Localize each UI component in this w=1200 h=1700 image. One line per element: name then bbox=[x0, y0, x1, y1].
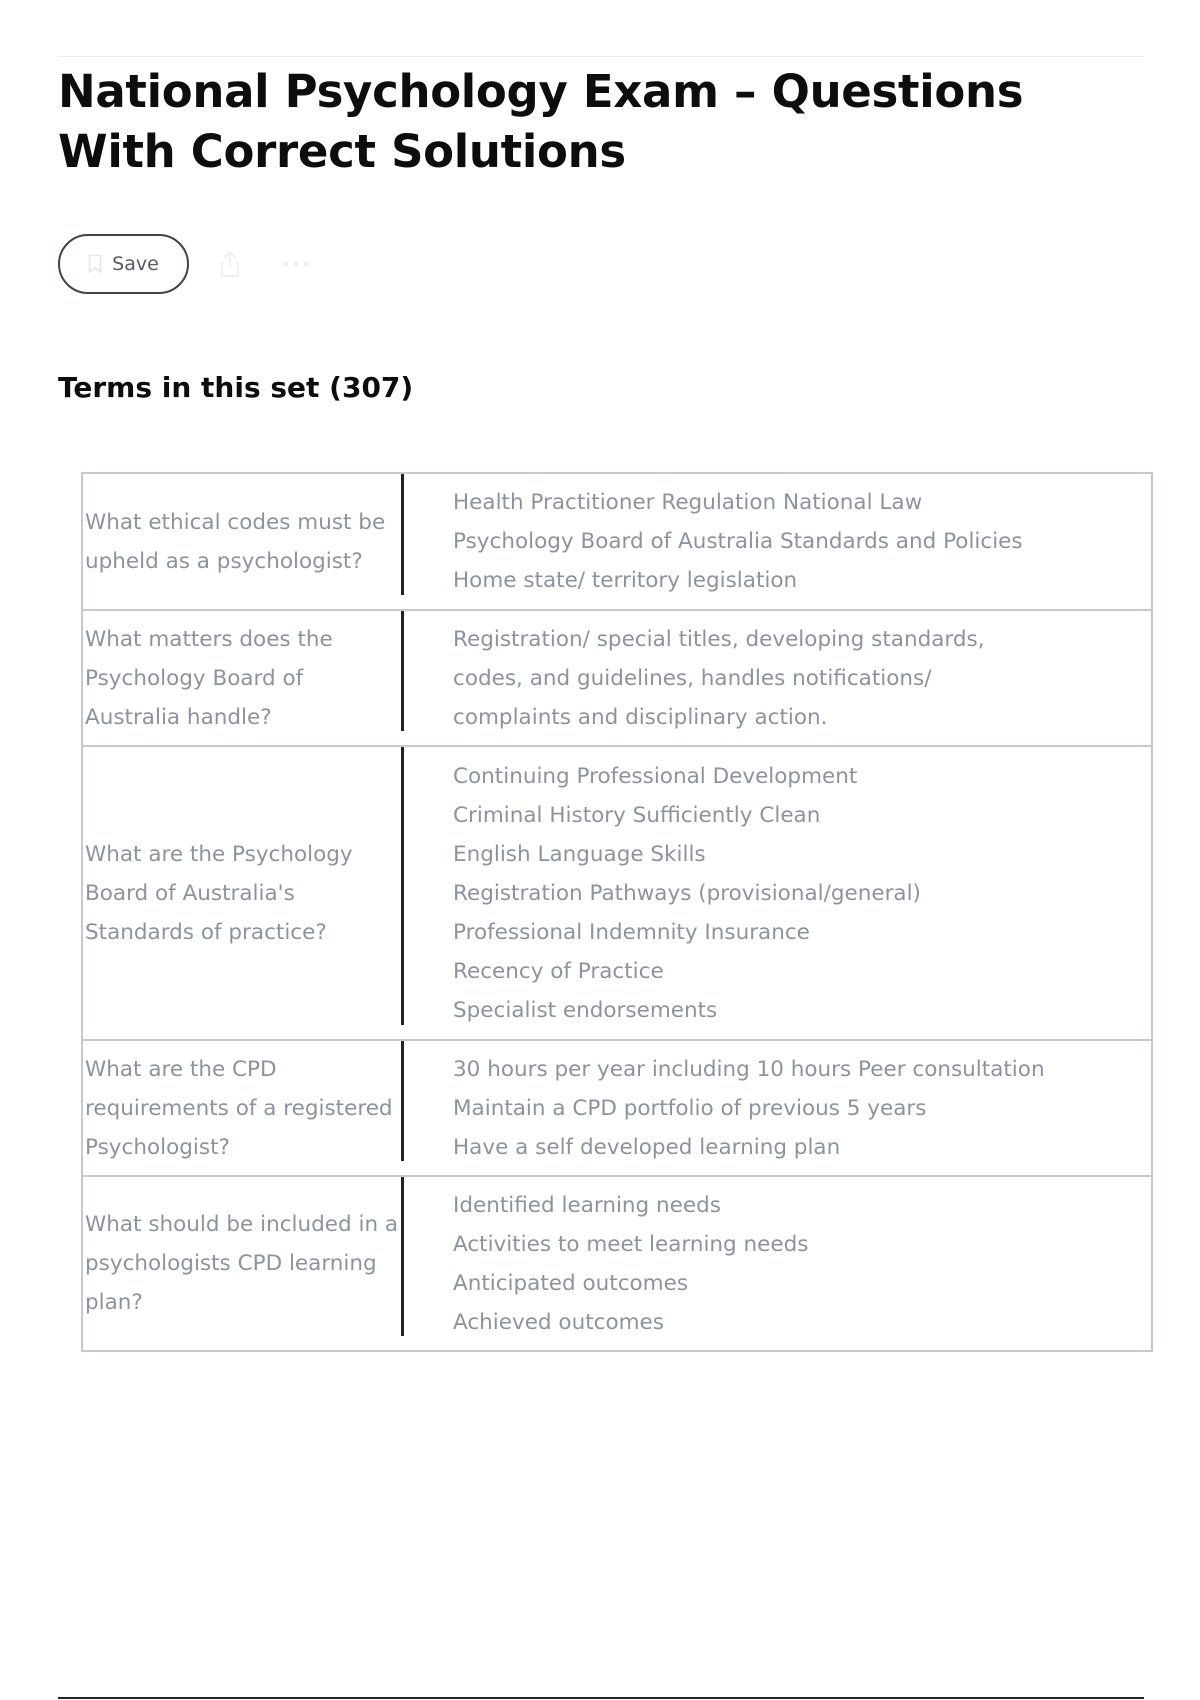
term-definition bbox=[403, 747, 1151, 1039]
term-question: What should be included in a psychologists CPD learning plan? bbox=[85, 1212, 399, 1315]
definition-line: Anticipated outcomes bbox=[453, 1270, 689, 1296]
definition-line: complaints and disciplinary action. bbox=[453, 704, 828, 730]
definition-line: Have a self developed learning plan bbox=[453, 1134, 841, 1160]
term-row[interactable] bbox=[83, 1175, 1151, 1350]
save-button[interactable] bbox=[58, 234, 189, 294]
definition-line: English Language Skills bbox=[453, 841, 706, 867]
term-row[interactable] bbox=[83, 609, 1151, 745]
term-definition bbox=[403, 474, 1151, 609]
definition-line: Maintain a CPD portfolio of previous 5 years bbox=[453, 1095, 927, 1121]
save-button-label: Save bbox=[112, 253, 159, 275]
definition-line: Psychology Board of Australia Standards and Policies bbox=[453, 529, 1023, 554]
term-row[interactable] bbox=[83, 745, 1151, 1039]
share-icon[interactable] bbox=[217, 249, 243, 279]
definition-line: Professional Indemnity Insurance bbox=[453, 919, 810, 945]
term-row[interactable] bbox=[83, 1039, 1151, 1175]
definition-line: Identified learning needs bbox=[453, 1192, 721, 1218]
term-question: What are the CPD requirements of a registered Psychologist? bbox=[85, 1056, 393, 1160]
terms-heading: Terms in this set (307) bbox=[58, 371, 414, 404]
terms-table bbox=[81, 472, 1153, 1352]
term-definition bbox=[403, 1041, 1151, 1175]
bookmark-icon bbox=[88, 254, 102, 274]
top-divider bbox=[58, 56, 1144, 57]
bottom-divider bbox=[58, 1697, 1144, 1699]
more-icon[interactable] bbox=[283, 260, 309, 268]
definition-line: Registration Pathways (provisional/general) bbox=[453, 880, 921, 906]
definition-line: Health Practitioner Regulation National Law bbox=[453, 490, 923, 515]
page-title: National Psychology Exam – Questions With Correct Solutions bbox=[58, 65, 1024, 178]
action-bar bbox=[58, 233, 309, 295]
definition-line: Recency of Practice bbox=[453, 958, 664, 984]
term-question: What matters does the Psychology Board of Australia handle? bbox=[85, 626, 333, 730]
definition-line: Activities to meet learning needs bbox=[453, 1231, 809, 1257]
definition-line: Specialist endorsements bbox=[453, 997, 718, 1023]
definition-line: Achieved outcomes bbox=[453, 1309, 664, 1335]
definition-line: codes, and guidelines, handles notifications/ bbox=[453, 665, 932, 691]
term-question: What are the Psychology Board of Australia's Standards of practice? bbox=[85, 841, 353, 945]
term-definition bbox=[403, 1177, 1151, 1350]
definition-line: Continuing Professional Development bbox=[453, 763, 858, 789]
term-row[interactable] bbox=[83, 474, 1151, 609]
definition-line: Home state/ territory legislation bbox=[453, 568, 798, 593]
term-question: What ethical codes must be upheld as a psychologist? bbox=[85, 509, 386, 574]
definition-line: Registration/ special titles, developing standards, bbox=[453, 626, 985, 652]
term-definition bbox=[403, 611, 1151, 745]
definition-line: 30 hours per year including 10 hours Peer consultation bbox=[453, 1056, 1045, 1082]
definition-line: Criminal History Sufficiently Clean bbox=[453, 802, 821, 828]
